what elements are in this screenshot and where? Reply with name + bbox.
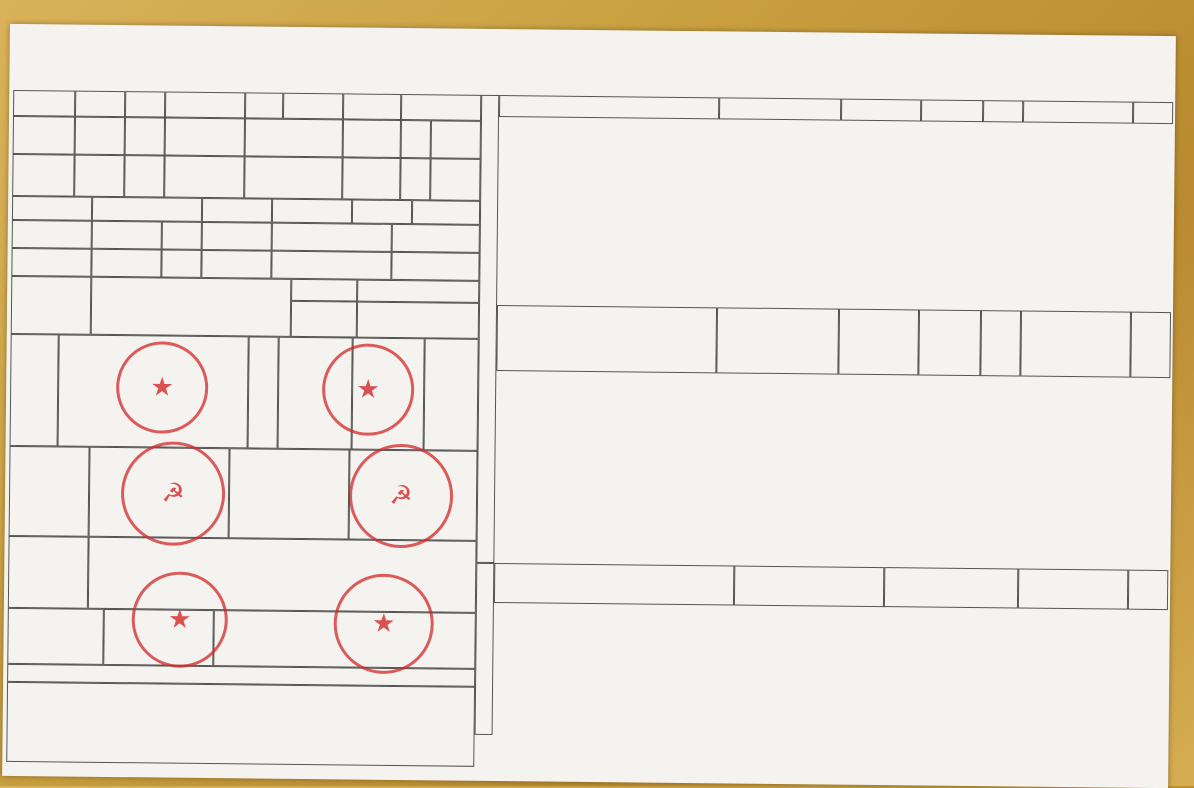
cert-value — [357, 302, 479, 339]
tutor-label — [11, 276, 92, 335]
admin-value — [357, 280, 479, 303]
time1-label — [401, 120, 431, 158]
dept-label — [343, 93, 401, 120]
dept-value — [401, 94, 481, 121]
school1-label — [245, 118, 343, 157]
red-seal: ★ — [116, 341, 209, 434]
right-table — [475, 95, 1174, 742]
direction-label — [202, 198, 272, 223]
paper-note — [500, 312, 714, 314]
admin-label — [291, 279, 357, 302]
deg1-value — [165, 118, 245, 157]
paper-head-review — [1020, 311, 1131, 378]
moral-label — [229, 448, 350, 539]
red-seal: ★ — [322, 343, 415, 436]
name-value — [75, 91, 125, 118]
assess-label — [9, 446, 90, 537]
time2-label — [400, 158, 430, 200]
paper-head-role — [980, 310, 1021, 376]
proj-head-time — [841, 99, 921, 122]
unit-value — [92, 221, 162, 250]
deg1-label — [125, 117, 165, 155]
major-value — [92, 197, 202, 222]
arrival-label — [352, 200, 412, 225]
protime-value — [392, 224, 480, 253]
name-label — [13, 90, 75, 117]
hire-time-value — [391, 252, 479, 281]
time1-value — [431, 120, 481, 159]
proj-head-name — [499, 95, 719, 119]
eval-label — [7, 608, 104, 665]
paper-title-box — [496, 305, 717, 373]
paper-head-date — [918, 309, 981, 376]
review-time-label — [161, 250, 201, 278]
proj-head-dept — [719, 97, 841, 120]
deg2-label — [124, 155, 164, 197]
other-head-review — [1018, 569, 1128, 610]
sex-label — [125, 91, 165, 117]
worktime-label — [162, 222, 202, 250]
other-head-role — [884, 567, 1018, 608]
proj-head-review — [1023, 101, 1133, 124]
direction-value — [272, 199, 352, 224]
red-seal: ☭ — [349, 443, 454, 548]
edu1-label — [13, 116, 75, 155]
proj-head-fund — [921, 99, 983, 122]
school1-value — [343, 119, 401, 158]
vote-box — [6, 682, 475, 767]
birth-label — [245, 92, 283, 118]
birth-value — [283, 93, 343, 120]
hours-label — [248, 336, 279, 448]
other-head-no — [734, 566, 884, 608]
unit-label — [12, 220, 92, 249]
worktime-value — [202, 222, 272, 251]
proj-head-signer — [1133, 102, 1173, 124]
time2-value — [430, 158, 480, 201]
other-head-signer — [1128, 570, 1168, 610]
protime-label — [272, 223, 392, 252]
hire-time-label — [271, 251, 391, 280]
avg-hours-value — [424, 338, 479, 451]
edu1-value — [75, 117, 125, 156]
side-label-other — [475, 563, 495, 735]
edu2-value — [74, 155, 124, 198]
school2-label — [244, 156, 342, 199]
paper-title — [500, 308, 714, 310]
proj-head-role — [983, 100, 1023, 122]
arrival-value — [412, 200, 480, 225]
current-qual-value — [91, 249, 161, 278]
review-time-value — [201, 250, 271, 279]
red-seal: ☭ — [121, 441, 226, 546]
tutor-value — [91, 277, 292, 337]
sex-value — [165, 92, 245, 119]
cert-label — [291, 301, 357, 338]
red-seal: ★ — [131, 571, 228, 668]
school2-value — [342, 157, 400, 200]
edu2-label — [12, 154, 74, 197]
study-label — [8, 536, 89, 609]
paper-head-org — [838, 309, 919, 376]
paper-head-journal — [716, 307, 839, 374]
other-head-name — [494, 563, 734, 606]
paper-head-signer — [1130, 312, 1171, 378]
page-title — [10, 38, 1176, 50]
current-qual-label — [11, 248, 91, 277]
deg2-value — [164, 156, 244, 199]
red-seal: ★ — [333, 573, 434, 674]
course-label — [10, 334, 59, 446]
major-label — [12, 196, 92, 221]
form-sheet — [2, 24, 1176, 788]
